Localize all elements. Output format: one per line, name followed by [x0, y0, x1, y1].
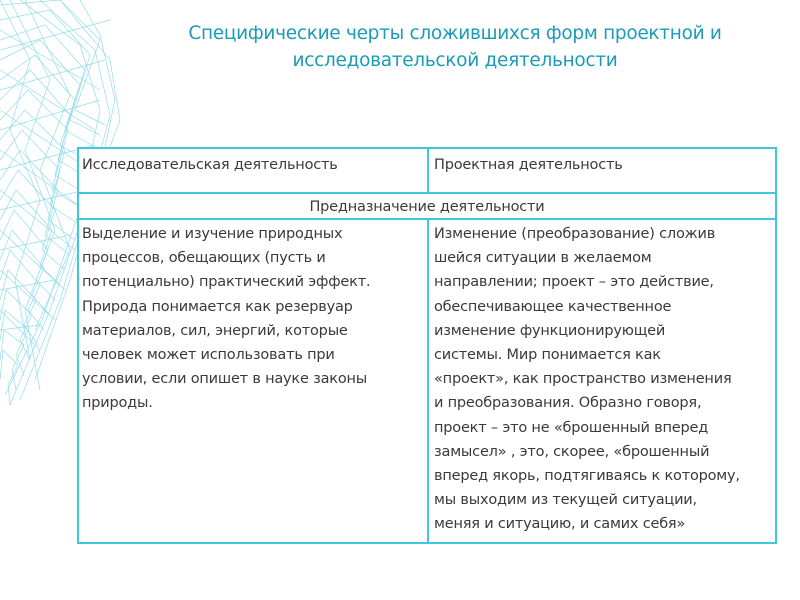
- text-line: меняя и ситуацию, и самих себя»: [434, 516, 686, 533]
- text-line: условии, если опишет в науке законы: [82, 371, 368, 388]
- column-header-research: Исследовательская деятельность: [79, 149, 429, 192]
- text-line: человек может использовать при: [82, 347, 335, 364]
- text-line: Выделение и изучение природных: [82, 226, 343, 242]
- table-row: [79, 220, 775, 542]
- comparison-table: [77, 147, 777, 544]
- section-header-purpose: Предназначение деятельности: [309, 199, 545, 215]
- table-header-row: [79, 149, 775, 194]
- text-line: проект – это не «брошенный вперед: [434, 419, 709, 436]
- text-line: вперед якорь, подтягиваясь к которому,: [434, 468, 740, 485]
- project-description-cell: [429, 220, 775, 542]
- research-description-cell: [79, 220, 429, 542]
- column-header-project: Проектная деятельность: [434, 157, 623, 173]
- text-line: направлении; проект – это действие,: [434, 274, 714, 291]
- text-line: мы выходим из текущей ситуации,: [434, 492, 697, 509]
- text-line: потенциально) практический эффект.: [82, 274, 371, 291]
- text-line: системы. Мир понимается как: [434, 347, 661, 364]
- text-line: Природа понимается как резервуар: [82, 298, 353, 315]
- text-line: и преобразования. Образно говоря,: [434, 395, 702, 412]
- text-line: «проект», как пространство изменения: [434, 371, 732, 388]
- text-line: обеспечивающее качественное: [434, 298, 672, 315]
- text-line: замысел» , это, скорее, «брошенный: [434, 443, 710, 460]
- title-line: Специфические черты сложившихся форм проектной и: [188, 23, 722, 44]
- title-line: исследовательской деятельности: [292, 50, 618, 71]
- section-header-row: [79, 194, 775, 220]
- text-line: изменение функционирующей: [434, 322, 666, 339]
- slide-title: [150, 20, 760, 74]
- text-line: материалов, сил, энергий, которые: [82, 322, 348, 339]
- text-line: природы.: [82, 395, 153, 412]
- text-line: Изменение (преобразование) сложив: [434, 226, 716, 242]
- text-line: процессов, обещающих (пусть и: [82, 250, 326, 267]
- text-line: шейся ситуации в желаемом: [434, 250, 652, 267]
